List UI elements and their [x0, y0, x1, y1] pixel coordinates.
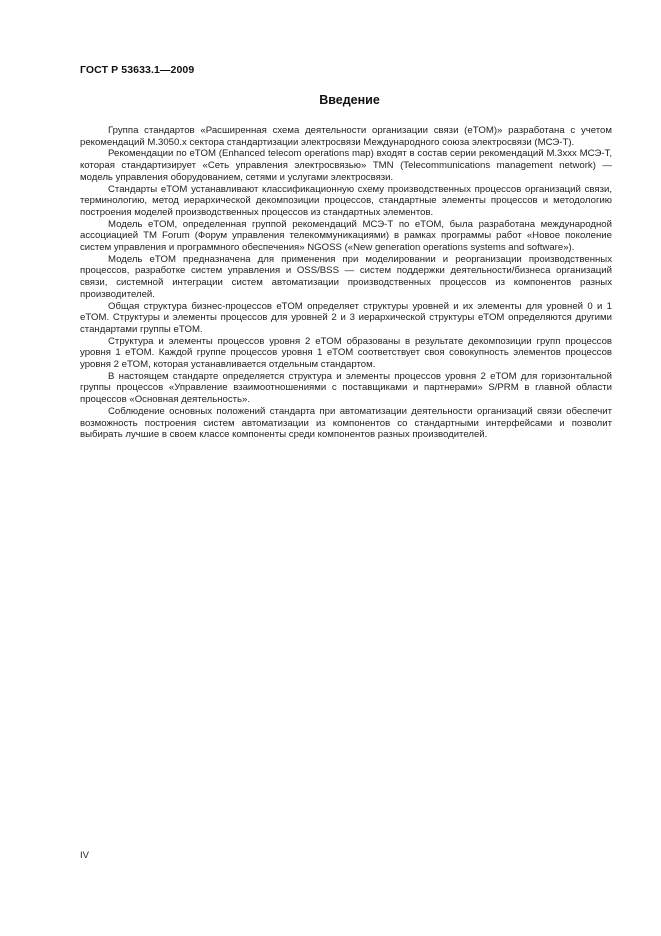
paragraph: Модель eTOM предназначена для применения при моделировании и реорганизации производственных процессов, разработке систем управления и OSS/BSS — систем поддержки деятельности/бизнеса организаций связи, системной интеграции систем автоматизации производственных процессов из компонентов разных производителей.	[80, 253, 612, 300]
paragraph: Соблюдение основных положений стандарта при автоматизации деятельности организаций связи обеспечит возможность построения систем автоматизации из компонентов со стандартными интерфейсами и позволит выбирать лучшие в своем классе компоненты среди компонентов разных производителей.	[80, 405, 612, 441]
paragraph: Группа стандартов «Расширенная схема деятельности организации связи (eTOM)» разработана с учетом рекомендаций М.3050.x сектора стандартизации электросвязи Международного союза электросвязи (МСЭ-Т).	[80, 125, 612, 148]
standard-header: ГОСТ Р 53633.1—2009	[80, 64, 195, 76]
body-text	[80, 125, 612, 441]
section-title: Введение	[319, 93, 380, 107]
paragraph: Стандарты eTOM устанавливают классификационную схему производственных процессов организаций связи, терминологию, метод иерархической декомпозиции процессов, стандартные элементы процессов и методологию построения моделей производственных процессов из стандартных элементов.	[80, 183, 612, 218]
paragraph: Структура и элементы процессов уровня 2 eTOM образованы в результате декомпозиции групп процессов уровня 1 eTOM. Каждой группе процессов уровня 1 eTOM соответствует своя совокупность элементов процессов уровня 2 eTOM, которая устанавливается отдельным стандартом.	[80, 335, 612, 371]
paragraph: Общая структура бизнес-процессов eTOM определяет структуры уровней и их элементы для уровней 0 и 1 eTOM. Структуры и элементы процессов для уровней 2 и 3 иерархической структуры eTOM определяются другими стандартами группы eTOM.	[80, 300, 612, 335]
paragraph: Рекомендации по eTOM (Enhanced telecom operations map) входят в состав серии рекомендаций М.3xxx МСЭ-Т, которая стандартизирует «Сеть управления электросвязью» TMN (Telecommunications management network) — модель управления оборудованием, сетями и услугами электросвязи.	[80, 148, 612, 183]
page-number: IV	[80, 850, 89, 861]
paragraph: Модель eTOM, определенная группой рекомендаций МСЭ-Т по eTOM, была разработана международной ассоциацией TM Forum (Форум управления телекоммуникациями) в рамках программы работ «Новое поколение систем управления и программного обеспечения» NGOSS («New generation operations systems and software»).	[80, 218, 612, 254]
paragraph: В настоящем стандарте определяется структура и элементы процессов уровня 2 eTOM для горизонтальной группы процессов «Управление взаимоотношениями с поставщиками и партнерами» S/PRM в главной области процессов «Основная деятельность».	[80, 370, 612, 406]
